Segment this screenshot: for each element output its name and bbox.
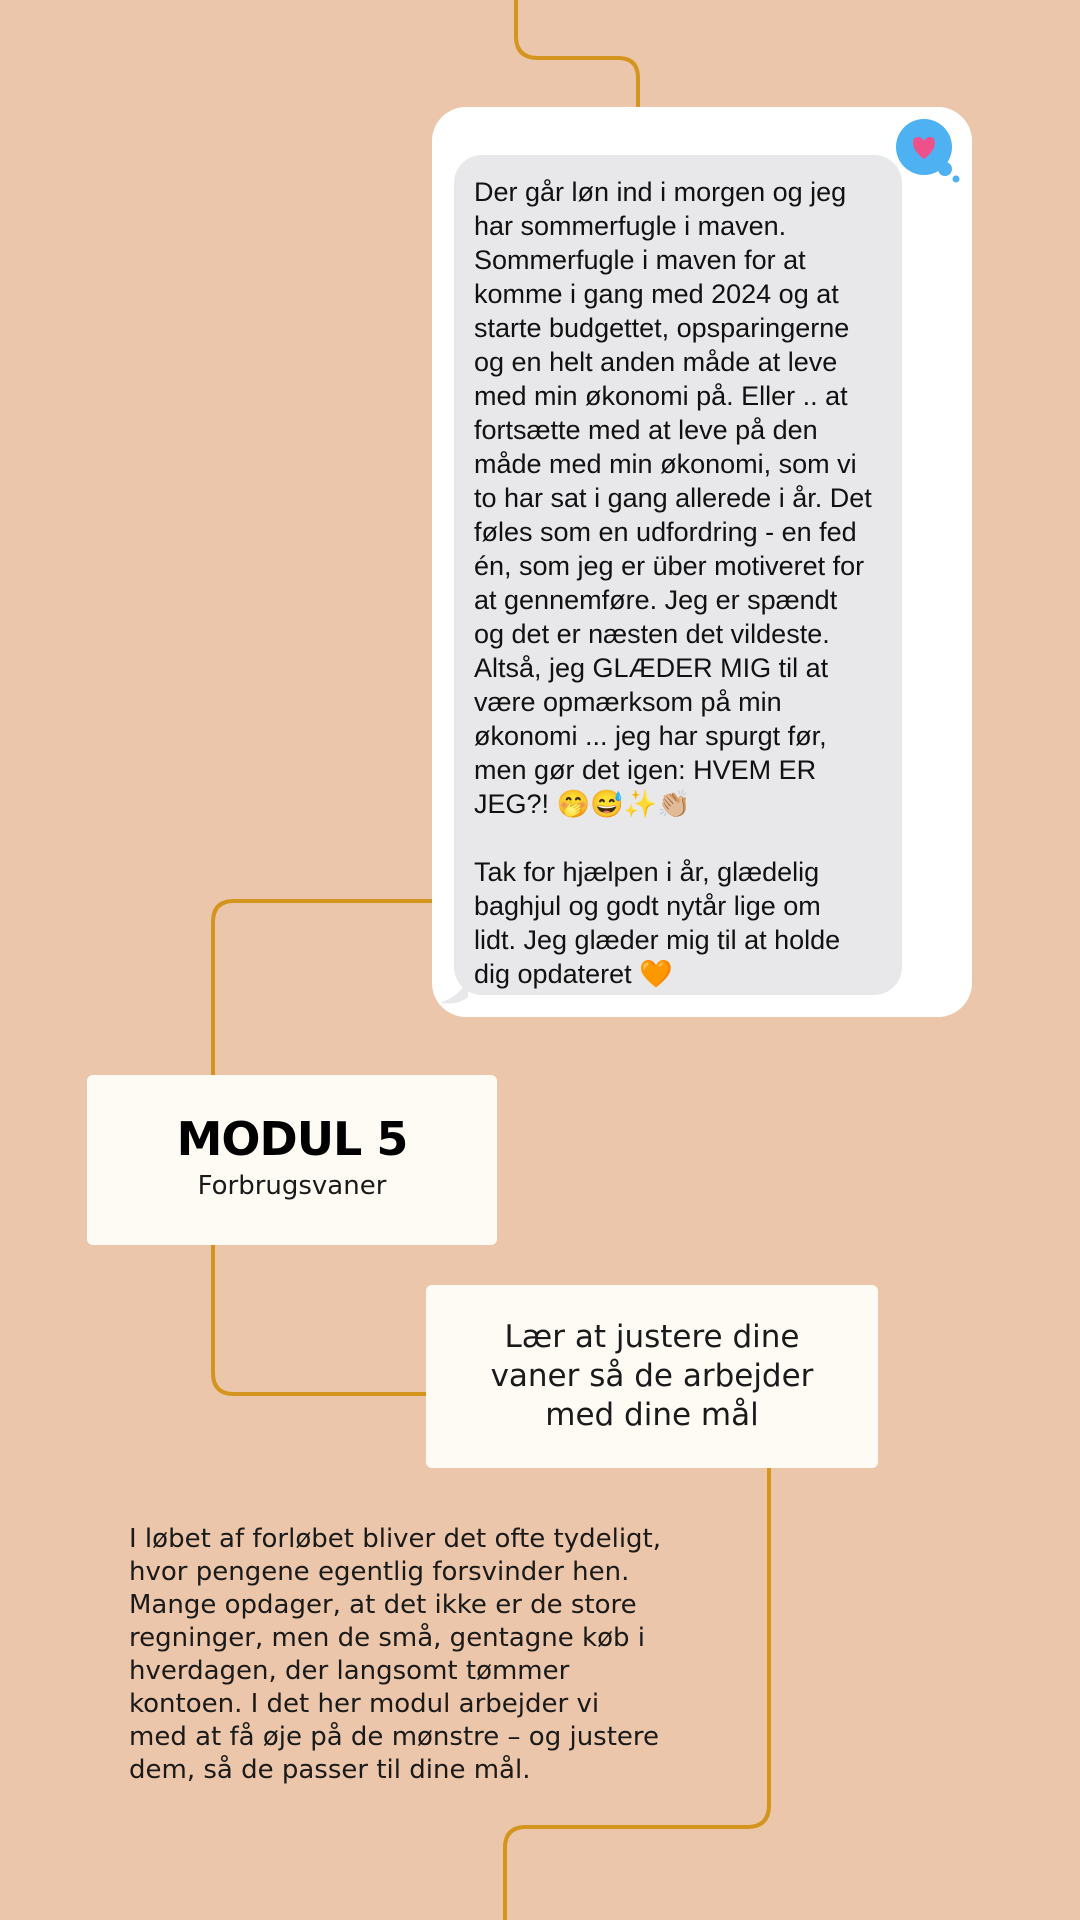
module-description: I løbet af forløbet bliver det ofte tydeligt, hvor pengene egentlig forsvinder hen. Mange opdager, at det ikke er de store regninger, men de små, gentagne køb i hverdagen, der langsomt tømmer kontoen. I det her modul arbejder vi med at få øje på de mønstre – og justere dem, så de passer til dine mål.	[129, 1524, 662, 1785]
heart-reaction-icon	[896, 119, 960, 183]
message-bubble	[454, 155, 902, 995]
module-title: MODUL 5	[176, 1112, 408, 1166]
goal-card	[426, 1285, 878, 1468]
goal-text: Lær at justere dine vaner så de arbejder med dine mål	[490, 1319, 814, 1433]
module-subtitle: Forbrugsvaner	[197, 1171, 387, 1201]
chat-screenshot-card	[432, 107, 972, 1017]
message-text: Der går løn ind i morgen og jeg har sommerfugle i maven. Sommerfugle i maven for at komme i gang med 2024 og at starte budgettet, opsparingerne og en helt anden måde at leve med min økonomi på. Eller .. at fortsætte med at leve på den måde med min økonomi, som vi to har sat i gang allerede i år. Det føles som en udfordring - en fed én, som jeg er über motiveret for at gennemføre. Jeg er spændt og det er næsten det vildeste. Altså, jeg GLÆDER MIG til at være opmærksom på min økonomi ... jeg har spurgt før, men gør det igen: HVEM ER JEG?! 🤭😅✨👏🏼 Tak for hjælpen i år, glædelig baghjul og godt nytår lige om lidt. Jeg glæder mig til at holde dig opdateret 🧡	[474, 177, 872, 989]
bubble-tail	[440, 977, 468, 1005]
module-card	[87, 1075, 497, 1245]
